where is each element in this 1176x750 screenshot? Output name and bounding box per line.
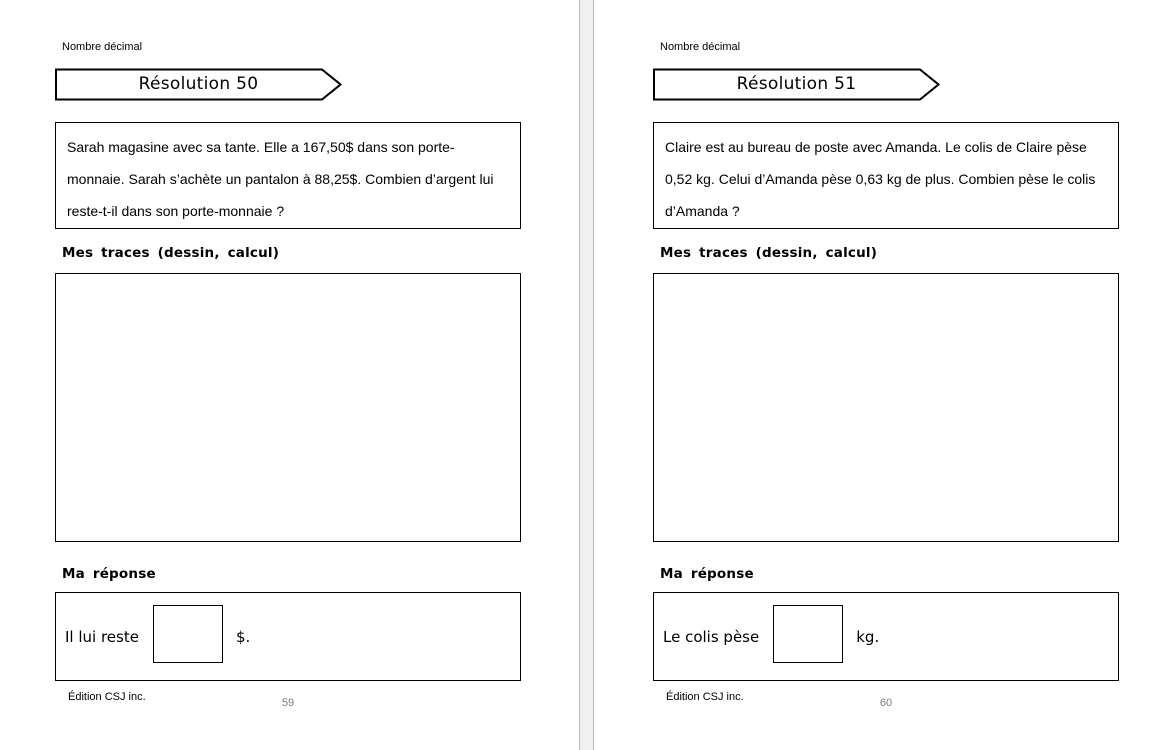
answer-box — [55, 592, 521, 681]
answer-box — [653, 592, 1119, 681]
answer-prefix-text: Le colis pèse — [663, 627, 760, 646]
worksheet-page-left — [0, 0, 579, 750]
publisher-label: Édition CSJ inc. — [666, 691, 744, 703]
traces-work-area — [653, 273, 1119, 542]
answer-unit-text: kg. — [856, 627, 880, 646]
traces-section-label: Mes traces (dessin, calcul) — [660, 245, 878, 261]
page-content — [55, 0, 521, 750]
answer-unit-text: $. — [235, 627, 251, 646]
page-number: 60 — [879, 697, 893, 709]
traces-section-label: Mes traces (dessin, calcul) — [62, 245, 280, 261]
answer-section-label: Ma réponse — [62, 566, 156, 582]
category-label: Nombre décimal — [660, 41, 741, 53]
problem-statement-box — [653, 122, 1119, 229]
title-banner — [55, 68, 342, 101]
problem-text: Sarah magasine avec sa tante. Elle a 167,50$ dans son porte-monnaie. Sarah s’achète un pantalon à 88,25$. Combien d’argent lui reste-t-il dans son porte-monnaie ? — [67, 139, 494, 219]
page-title: Résolution 51 — [736, 74, 857, 94]
category-label: Nombre décimal — [62, 41, 143, 53]
publisher-label: Édition CSJ inc. — [68, 691, 146, 703]
answer-blank-field — [153, 605, 223, 663]
answer-section-label: Ma réponse — [660, 566, 754, 582]
page-number: 59 — [281, 697, 295, 709]
answer-blank-field — [773, 605, 843, 663]
page-content — [653, 0, 1119, 750]
traces-work-area — [55, 273, 521, 542]
worksheet-page-right — [594, 0, 1176, 750]
title-banner — [653, 68, 940, 101]
answer-prefix-text: Il lui reste — [65, 627, 139, 646]
page-title: Résolution 50 — [138, 74, 259, 94]
page-divider — [579, 0, 594, 750]
problem-text: Claire est au bureau de poste avec Amanda. Le colis de Claire pèse 0,52 kg. Celui d’Amanda pèse 0,63 kg de plus. Combien pèse le colis d’Amanda ? — [665, 139, 1096, 219]
problem-statement-box — [55, 122, 521, 229]
